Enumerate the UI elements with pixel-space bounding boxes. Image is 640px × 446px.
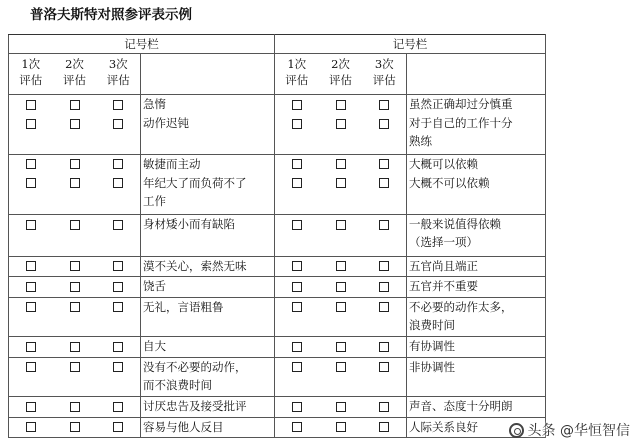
left-eval-1-checkbox[interactable] [26, 402, 36, 412]
left-eval-2-checkbox[interactable] [70, 402, 80, 412]
right-eval-1-checkbox[interactable] [292, 362, 302, 372]
left-eval-2-checkbox[interactable] [70, 342, 80, 352]
right-eval-3-checkbox[interactable] [379, 342, 389, 352]
toutiao-logo-icon [509, 423, 524, 438]
left-eval-2-checkbox[interactable] [70, 362, 80, 372]
table-row [9, 297, 546, 337]
right-eval-1-checkbox[interactable] [292, 261, 302, 271]
left-eval-2-checkbox[interactable] [70, 261, 80, 271]
right-item-label: 一般来说值得依赖 （选择一项） [409, 217, 501, 250]
table-row [9, 397, 546, 417]
right-eval-3-checkbox[interactable] [379, 100, 389, 110]
left-eval-2-checkbox[interactable] [70, 422, 80, 432]
table-row [9, 174, 546, 215]
left-eval-3-header: 3次 评估 [106, 57, 130, 88]
left-eval-3-checkbox[interactable] [113, 261, 123, 271]
right-eval-2-checkbox[interactable] [336, 178, 346, 188]
left-item-label: 身材矮小而有缺陷 [143, 217, 235, 232]
right-eval-1-checkbox[interactable] [292, 159, 302, 169]
left-eval-1-checkbox[interactable] [26, 302, 36, 312]
left-eval-3-checkbox[interactable] [113, 119, 123, 129]
right-eval-2-checkbox[interactable] [336, 119, 346, 129]
left-eval-1-checkbox[interactable] [26, 220, 36, 230]
left-header-cell [9, 35, 275, 54]
left-item-label: 动作迟钝 [143, 116, 189, 131]
left-eval-2-header: 2次 评估 [63, 57, 86, 88]
table-row [9, 215, 546, 257]
watermark [509, 420, 630, 440]
right-eval-2-checkbox[interactable] [336, 220, 346, 230]
right-item-label: 非协调性 [409, 359, 455, 374]
left-eval-2-checkbox[interactable] [70, 178, 80, 188]
left-item-label: 容易与他人反目 [143, 419, 224, 434]
right-item-label: 声音、态度十分明朗 [409, 399, 513, 414]
right-eval-3-checkbox[interactable] [379, 402, 389, 412]
right-item-header [407, 54, 546, 95]
left-item-label: 没有不必要的动作， 而不浪费时间 [143, 359, 247, 392]
left-eval-2-checkbox[interactable] [70, 282, 80, 292]
right-eval-1-checkbox[interactable] [292, 302, 302, 312]
right-header-cell [275, 35, 546, 54]
right-eval-1-checkbox[interactable] [292, 402, 302, 412]
left-eval-1-checkbox[interactable] [26, 178, 36, 188]
right-eval-2-checkbox[interactable] [336, 261, 346, 271]
table-row [9, 256, 546, 276]
right-eval-2-checkbox[interactable] [336, 159, 346, 169]
right-item-label: 五官尚且端正 [409, 258, 478, 273]
left-header: 记号栏 [124, 37, 159, 52]
right-eval-1-checkbox[interactable] [292, 422, 302, 432]
right-eval-1-checkbox[interactable] [292, 119, 302, 129]
right-item-label: 有协调性 [409, 339, 455, 354]
left-eval-3-checkbox[interactable] [113, 220, 123, 230]
left-eval-2-checkbox[interactable] [70, 119, 80, 129]
left-eval-3-checkbox[interactable] [113, 282, 123, 292]
right-eval-3-checkbox[interactable] [379, 261, 389, 271]
right-eval-2-checkbox[interactable] [336, 282, 346, 292]
table-row [9, 277, 546, 297]
right-eval-2-checkbox[interactable] [336, 100, 346, 110]
left-eval-2-checkbox[interactable] [70, 159, 80, 169]
right-eval-2-checkbox[interactable] [336, 362, 346, 372]
left-item-label: 敏捷而主动 [143, 156, 201, 171]
left-item-label: 饶舌 [143, 279, 166, 294]
table-row [9, 417, 546, 437]
left-eval-1-header: 1次 评估 [19, 57, 43, 88]
table-row [9, 337, 546, 357]
right-eval-3-checkbox[interactable] [379, 282, 389, 292]
right-eval-3-header: 3次 评估 [372, 57, 396, 88]
right-eval-2-header: 2次 评估 [329, 57, 352, 88]
left-item-label: 讨厌忠告及接受批评 [143, 399, 247, 414]
right-eval-2-checkbox[interactable] [336, 422, 346, 432]
right-header: 记号栏 [392, 37, 428, 52]
right-eval-2-checkbox[interactable] [336, 342, 346, 352]
right-eval-3-checkbox[interactable] [379, 362, 389, 372]
right-eval-1-checkbox[interactable] [292, 100, 302, 110]
right-eval-3-checkbox[interactable] [379, 422, 389, 432]
table-row [9, 95, 546, 115]
left-eval-3-checkbox[interactable] [113, 422, 123, 432]
right-item-label: 大概不可以依赖 [409, 175, 490, 190]
right-eval-3-checkbox[interactable] [379, 159, 389, 169]
left-eval-2-checkbox[interactable] [70, 220, 80, 230]
left-item-label: 急惰 [143, 97, 166, 112]
left-eval-1-checkbox[interactable] [26, 159, 36, 169]
right-eval-3-checkbox[interactable] [379, 220, 389, 230]
left-eval-1-checkbox[interactable] [26, 261, 36, 271]
left-eval-2-checkbox[interactable] [70, 302, 80, 312]
left-eval-1-checkbox[interactable] [26, 362, 36, 372]
left-eval-1-checkbox[interactable] [26, 100, 36, 110]
right-eval-2-checkbox[interactable] [336, 302, 346, 312]
table-row [9, 357, 546, 397]
left-eval-3-checkbox[interactable] [113, 100, 123, 110]
right-item-label: 对于自己的工作十分 熟练 [409, 116, 513, 149]
left-item-label: 自大 [143, 339, 166, 354]
table-row [9, 154, 546, 174]
right-eval-1-checkbox[interactable] [292, 282, 302, 292]
right-eval-1-header: 1次 评估 [285, 57, 309, 88]
left-item-label: 年纪大了而负荷不了 工作 [143, 175, 247, 208]
right-eval-3-checkbox[interactable] [379, 178, 389, 188]
left-eval-3-checkbox[interactable] [113, 302, 123, 312]
page-title: 普洛夫斯特对照参评表示例 [30, 7, 192, 23]
left-eval-3-checkbox[interactable] [113, 402, 123, 412]
right-eval-2-checkbox[interactable] [336, 402, 346, 412]
left-eval-1-checkbox[interactable] [26, 119, 36, 129]
left-eval-1-checkbox[interactable] [26, 282, 36, 292]
right-item-label: 不必要的动作太多， 浪费时间 [409, 299, 513, 332]
left-item-label: 无礼，言语粗鲁 [143, 299, 224, 314]
left-eval-3-checkbox[interactable] [113, 178, 123, 188]
right-eval-1-checkbox[interactable] [292, 342, 302, 352]
left-eval-1-checkbox[interactable] [26, 342, 36, 352]
left-item-header [141, 54, 275, 95]
evaluation-rows [9, 95, 546, 438]
watermark-text: 头条 @华恒智信 [527, 423, 630, 439]
right-eval-3-checkbox[interactable] [379, 119, 389, 129]
right-eval-3-checkbox[interactable] [379, 302, 389, 312]
right-item-label: 大概可以依赖 [409, 156, 478, 171]
left-item-label: 漠不关心，索然无味 [143, 258, 247, 273]
left-eval-3-checkbox[interactable] [113, 342, 123, 352]
left-eval-1-checkbox[interactable] [26, 422, 36, 432]
right-item-label: 虽然正确却过分慎重 [409, 97, 513, 112]
right-eval-1-checkbox[interactable] [292, 220, 302, 230]
right-eval-1-checkbox[interactable] [292, 178, 302, 188]
right-item-label: 五官并不重要 [409, 279, 478, 294]
right-item-label: 人际关系良好 [409, 419, 478, 434]
left-eval-2-checkbox[interactable] [70, 100, 80, 110]
evaluation-table [8, 34, 546, 438]
left-eval-3-checkbox[interactable] [113, 362, 123, 372]
left-eval-3-checkbox[interactable] [113, 159, 123, 169]
table-row [9, 114, 546, 154]
